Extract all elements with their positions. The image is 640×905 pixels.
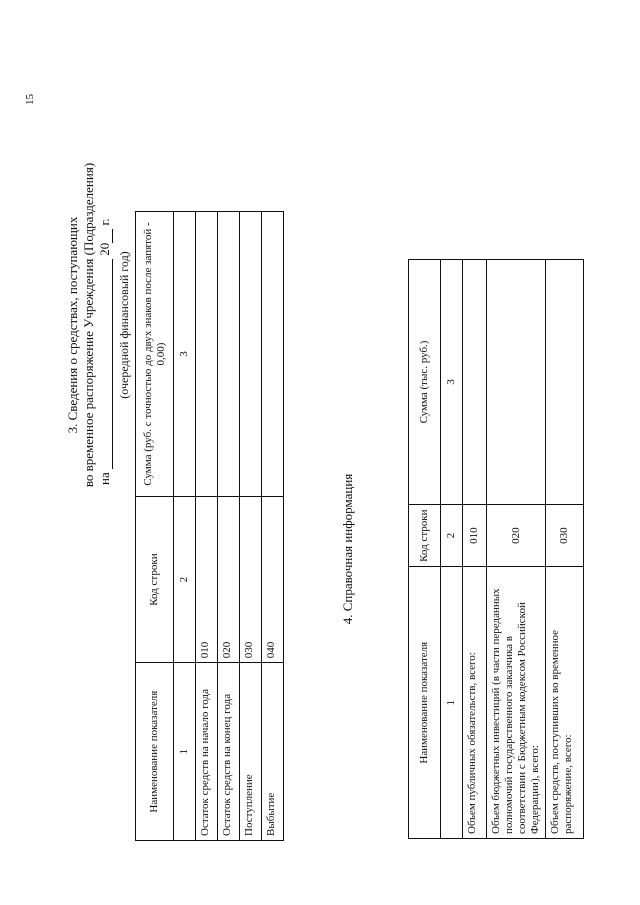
table-header-numbers-row: [174, 212, 196, 841]
header-number-3: 3: [174, 212, 196, 497]
row-name: Поступление: [240, 663, 262, 841]
row-code: 010: [463, 504, 487, 567]
row-sum: [487, 260, 546, 505]
header-number-3: 3: [441, 260, 463, 505]
table-row: [487, 260, 546, 839]
section3-title-caption: (очередной финансовый год): [117, 251, 131, 399]
header-number-1: 1: [174, 663, 196, 841]
table-header-numbers-row: [441, 260, 463, 839]
section3-title-prefix: на: [97, 472, 112, 485]
header-cell-code: Код строки: [409, 504, 441, 567]
section3-year-suffix-blank: [112, 229, 113, 243]
section3-title-line2: во временное распоряжение Учреждения (Подразделения): [81, 162, 96, 488]
header-number-2: 2: [174, 496, 196, 662]
header-cell-sum: Сумма (руб. с точностью до двух знаков после запятой - 0,00): [136, 212, 174, 497]
row-name: Объем средств, поступивших во временное распоряжение, всего:: [546, 567, 584, 839]
row-name: Выбытие: [262, 663, 284, 841]
row-sum: [546, 260, 584, 505]
section3-year-blank: [112, 259, 113, 469]
table-row: [463, 260, 487, 839]
section3-table: [135, 211, 284, 841]
row-code: 030: [240, 496, 262, 662]
row-sum: [463, 260, 487, 505]
section4-title: 4. Справочная информация: [340, 473, 355, 625]
row-code: 010: [196, 496, 218, 662]
row-sum: [218, 212, 240, 497]
table-row: [240, 212, 262, 841]
table-row: [196, 212, 218, 841]
row-sum: [196, 212, 218, 497]
header-cell-name: Наименование показателя: [136, 663, 174, 841]
section3-title-line3: [97, 145, 113, 485]
table-row: [218, 212, 240, 841]
table-row: [546, 260, 584, 839]
page-number: 15: [24, 94, 36, 105]
header-number-1: 1: [441, 567, 463, 839]
row-sum: [240, 212, 262, 497]
section4-table: [408, 259, 584, 839]
section3-year-suffix: г.: [97, 218, 112, 226]
row-code: 020: [218, 496, 240, 662]
section3-year-prefix: 20: [97, 242, 112, 256]
header-cell-code: Код строки: [136, 496, 174, 662]
table-header-row: [136, 212, 174, 841]
row-name: Объем публичных обязательств, всего:: [463, 567, 487, 839]
header-cell-sum: Сумма (тыс. руб.): [409, 260, 441, 505]
row-code: 020: [487, 504, 546, 567]
row-sum: [262, 212, 284, 497]
table-row: [262, 212, 284, 841]
row-name: Остаток средств на начало года: [196, 663, 218, 841]
header-number-2: 2: [441, 504, 463, 567]
table-header-row: [409, 260, 441, 839]
header-cell-name: Наименование показателя: [409, 567, 441, 839]
row-code: 030: [546, 504, 584, 567]
section3-title-line1: 3. Сведения о средствах, поступающих: [65, 216, 80, 434]
row-name: Объем бюджетных инвестиций (в части переданных полномочий государственного заказчика в соответствии с Бюджетным кодексом Российской Федерации), всего:: [487, 567, 546, 839]
row-name: Остаток средств на конец года: [218, 663, 240, 841]
row-code: 040: [262, 496, 284, 662]
